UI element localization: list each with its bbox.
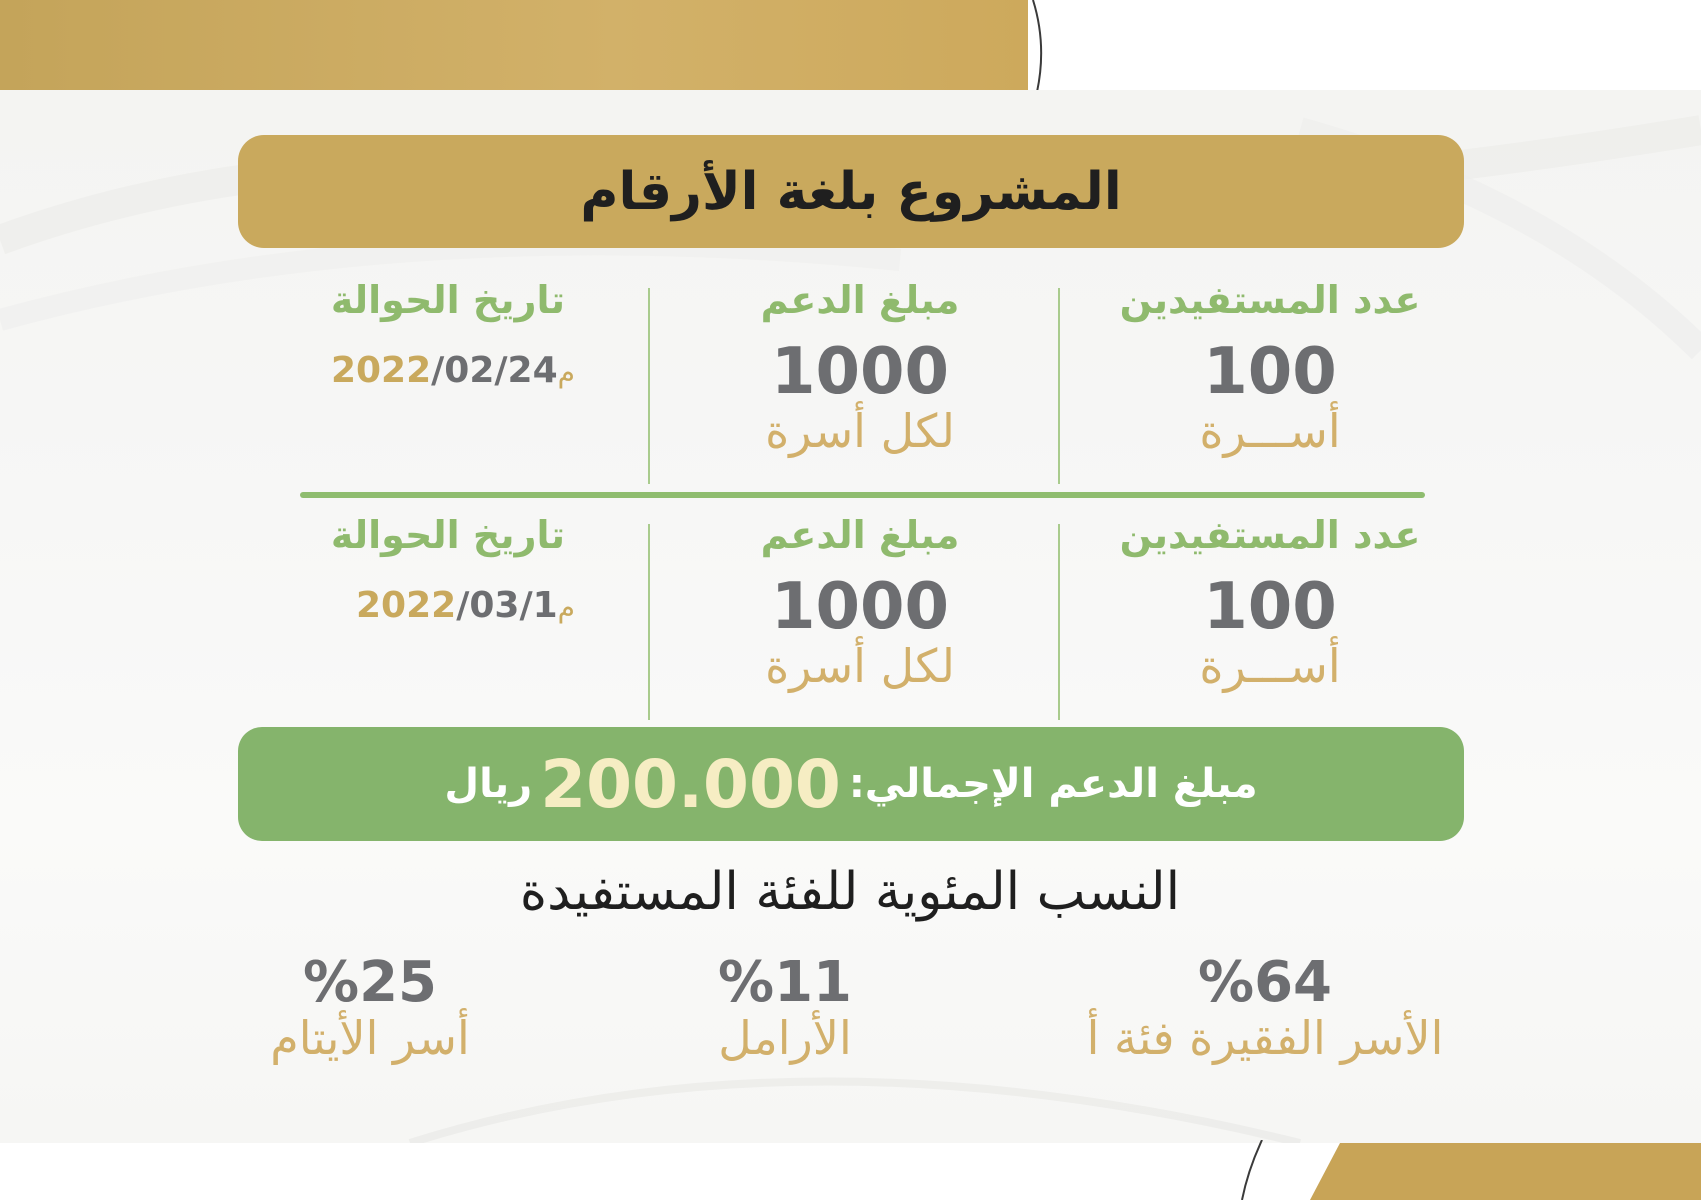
- amount-cell-1: [700, 278, 1020, 458]
- amount-label: مبلغ الدعم: [760, 513, 960, 557]
- transfer-date: [290, 585, 610, 626]
- beneficiaries-value: 100: [1203, 335, 1337, 409]
- amount-label: مبلغ الدعم: [760, 278, 960, 322]
- date-rest: /03/1: [456, 585, 558, 626]
- date-suffix: م: [557, 356, 575, 389]
- beneficiaries-cell-2: [1090, 513, 1450, 693]
- beneficiaries-label: عدد المستفيدين: [1119, 513, 1421, 557]
- column-divider: [648, 288, 650, 484]
- beneficiaries-cell-1: [1090, 278, 1450, 458]
- amount-value: 1000: [770, 570, 950, 644]
- percentage-label: الأسر الفقيرة فئة أ: [1086, 1011, 1444, 1065]
- date-cell-2: [290, 513, 610, 626]
- amount-unit: لكل أسرة: [765, 639, 955, 693]
- percentage-value: %25: [302, 950, 438, 1015]
- bottom-decor-curve: [1230, 1140, 1270, 1200]
- row-divider: [300, 492, 1425, 498]
- transfer-date: [290, 350, 610, 391]
- page-title: المشروع بلغة الأرقام: [580, 161, 1122, 222]
- percentage-value: %11: [717, 950, 853, 1015]
- column-divider: [648, 524, 650, 720]
- total-support-banner: [238, 727, 1464, 841]
- top-decor-band: [0, 0, 1028, 90]
- amount-cell-2: [700, 513, 1020, 693]
- amount-value: 1000: [770, 335, 950, 409]
- beneficiaries-label: عدد المستفيدين: [1119, 278, 1421, 322]
- total-currency: ريال: [444, 761, 533, 807]
- column-divider: [1058, 288, 1060, 484]
- beneficiaries-unit: أســـرة: [1199, 639, 1341, 693]
- total-label: مبلغ الدعم الإجمالي:: [848, 761, 1258, 807]
- bottom-decor-band: [1310, 1143, 1701, 1200]
- beneficiaries-unit: أســـرة: [1199, 404, 1341, 458]
- total-amount: 200.000: [540, 745, 841, 823]
- percentage-label: أسر الأيتام: [270, 1011, 470, 1065]
- percentage-value: %64: [1197, 950, 1333, 1015]
- date-suffix: م: [557, 591, 575, 624]
- date-label: تاريخ الحوالة: [330, 513, 565, 557]
- percentage-item-widows: [640, 950, 930, 1065]
- percentages-title: النسب المئوية للفئة المستفيدة: [519, 862, 1181, 922]
- percentage-item-poor-families: [1030, 950, 1500, 1065]
- percentage-label: الأرامل: [718, 1011, 852, 1065]
- date-cell-1: [290, 278, 610, 391]
- date-rest: /02/24: [431, 350, 558, 391]
- amount-unit: لكل أسرة: [765, 404, 955, 458]
- header-banner: [238, 135, 1464, 248]
- date-year: 2022: [330, 350, 432, 391]
- beneficiaries-value: 100: [1203, 570, 1337, 644]
- date-label: تاريخ الحوالة: [330, 278, 565, 322]
- column-divider: [1058, 524, 1060, 720]
- date-year: 2022: [356, 585, 457, 626]
- top-decor-curve: [1015, 0, 1055, 92]
- percentage-item-orphan-families: [225, 950, 515, 1065]
